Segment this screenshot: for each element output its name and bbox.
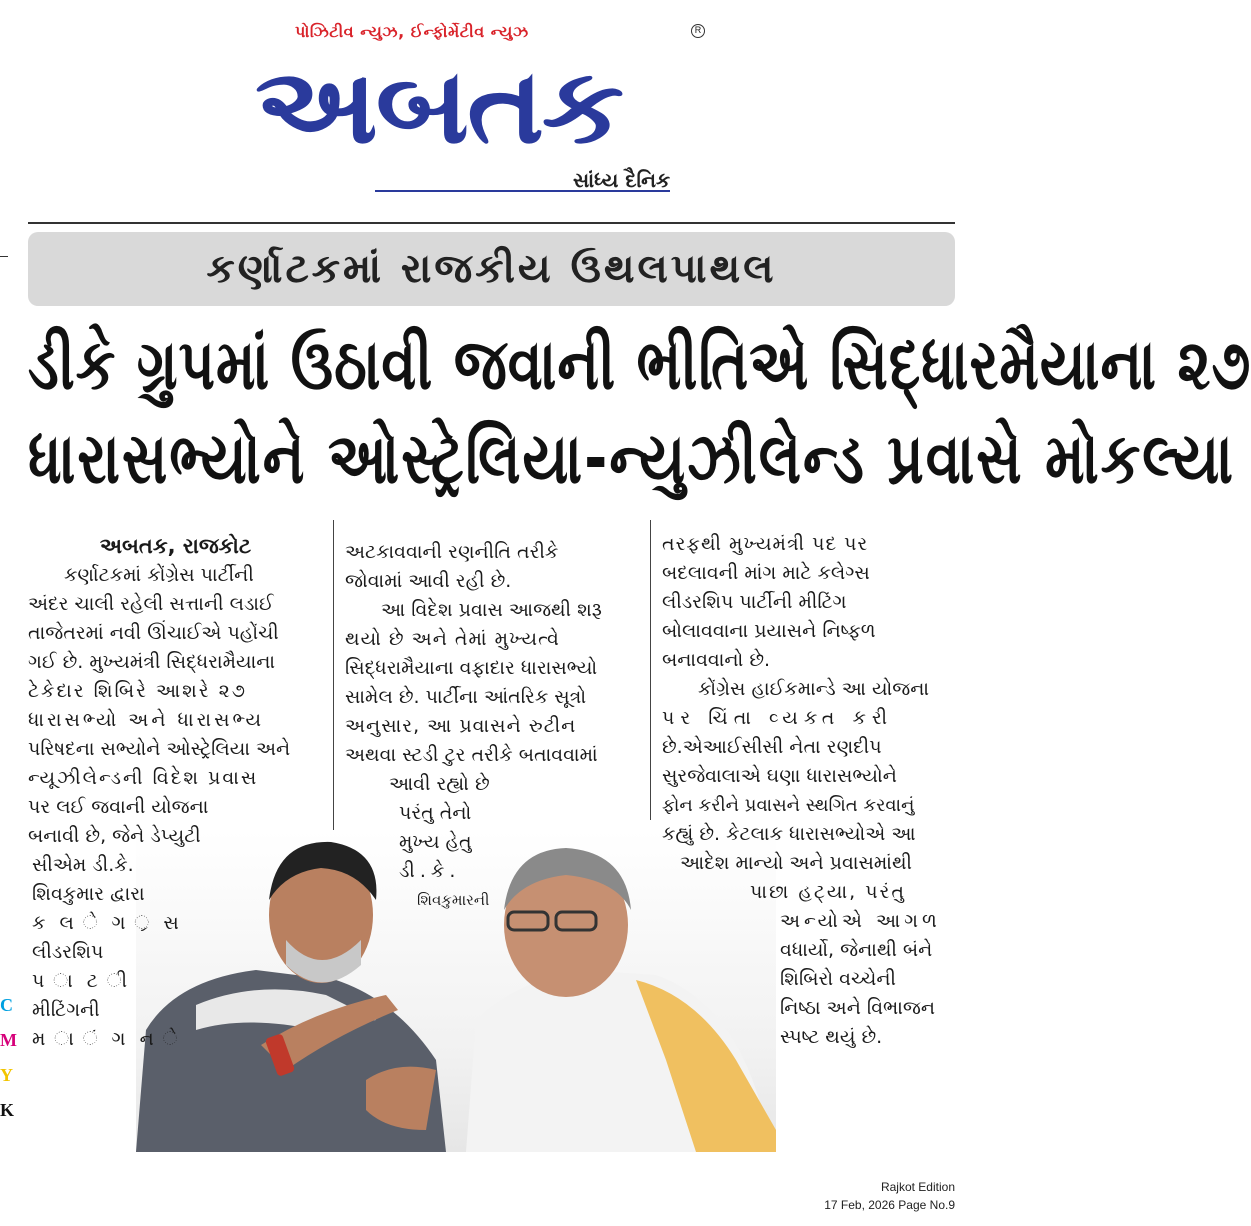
column-line: મીટિંગની: [32, 999, 100, 1021]
column-line: મુખ્ય હેતુ: [399, 831, 472, 853]
column-line: શિવકુમાર દ્વારા: [32, 883, 145, 905]
column-line: અંદર ચાલી રહેલી સત્તાની લડાઈ: [28, 593, 274, 615]
column-line: પર ચિંતા વ્યક્ત કરી: [662, 707, 894, 729]
masthead: [255, 18, 705, 203]
column-line: તાજેતરમાં નવી ઊંચાઈએ પહોંચી: [28, 622, 279, 644]
registration-mark-magenta: M: [0, 1030, 17, 1050]
date-page-label: 17 Feb, 2026 Page No.9: [824, 1198, 955, 1212]
column-line: ધારાસભ્યો અને ધારાસભ્ય: [28, 709, 265, 731]
column-line: લીડરશિપ પાર્ટીની મીટિંગ: [662, 591, 847, 613]
column-line: બોલાવવાના પ્રયાસને નિષ્ફળ: [662, 620, 876, 642]
column-line: સીએમ ડી.કે.: [32, 854, 134, 876]
column-line: ક લ ે ગ ્ર સ: [32, 912, 183, 934]
column-line: નિષ્ઠા અને વિભાજન: [780, 997, 936, 1019]
column-line: પર લઈ જવાની યોજના: [28, 796, 209, 818]
edition-label: Rajkot Edition: [880, 1180, 955, 1194]
column-line: જોવામાં આવી રહી છે.: [345, 570, 512, 592]
column-line: ન્યૂઝીલેન્ડની વિદેશ પ્રવાસ: [28, 767, 259, 789]
column-line: કોંગ્રેસ હાઈકમાન્ડે આ યોજના: [698, 678, 930, 700]
column-divider: [650, 520, 651, 820]
column-line: સામેલ છે. પાર્ટીના આંતરિક સૂત્રો: [345, 686, 587, 708]
column-line: અનુસાર, આ પ્રવાસને રુટીન: [345, 715, 577, 737]
column-line: અન્યોએ આગળ: [780, 910, 941, 932]
registration-mark-black: K: [0, 1100, 15, 1120]
column-line: ડી.કે.: [399, 860, 461, 882]
column-line: શિવકુમારની: [417, 891, 490, 909]
masthead-subtitle: સાંધ્ય દૈનિક: [573, 168, 671, 192]
registered-mark-icon: R: [691, 24, 705, 38]
column-line: તરફથી મુખ્યમંત્રી પદ પર: [662, 533, 869, 555]
column-line: પરંતુ તેનો: [399, 802, 472, 824]
column-line: આવી રહ્યો છે: [389, 773, 490, 795]
column-line: સુરજેવાલાએ ઘણા ધારાસભ્યોને: [662, 765, 897, 787]
column-line: પાછા હટ્યા, પરંતુ: [750, 881, 906, 903]
headline-line-1: ડીકે ગ્રુપમાં ઉઠાવી જવાની ભીતિએ સિદ્ધારમૈયાના ૨૭: [28, 324, 1251, 406]
newspaper-logo: અબતક: [255, 45, 622, 167]
column-line: મ ા ં ગ ન ે: [32, 1028, 182, 1050]
registration-mark-yellow: Y: [0, 1065, 13, 1085]
kicker-banner: [28, 232, 955, 306]
column-line: બદલાવની માંગ માટે કલેગ્સ: [662, 562, 870, 584]
column-line: લીડરશિપ: [32, 941, 104, 963]
dateline: અબતક, રાજકોટ: [99, 534, 252, 558]
article-column-2: [345, 538, 640, 915]
registration-mark-cyan: C: [0, 995, 13, 1015]
column-line: છે.એઆઈસીસી નેતા રણદીપ: [662, 736, 882, 758]
column-line: શિબિરો વચ્ચેની: [780, 968, 896, 990]
column-line: ગઈ છે. મુખ્યમંત્રી સિદ્ધરામૈયાના: [28, 651, 276, 673]
column-line: સિદ્ધરામૈયાના વફાદાર ધારાસભ્યો: [345, 657, 598, 679]
page-footer: [824, 1178, 955, 1214]
column-line: બનાવવાનો છે.: [662, 649, 771, 671]
column-line: આ વિદેશ પ્રવાસ આજથી શરૂ: [381, 599, 602, 621]
column-line: આદેશ માન્યો અને પ્રવાસમાંથી: [680, 852, 912, 874]
column-line: અટકાવવાની રણનીતિ તરીકે: [345, 541, 559, 563]
column-line: ટેકેદાર શિબિરે આશરે ૨૭: [28, 680, 248, 702]
kicker-text: કર્ણાટકમાં રાજકીય ઉથલપાથલ: [206, 246, 777, 292]
crop-mark: [0, 256, 8, 257]
headline-line-2: ધારાસભ્યોને ઓસ્ટ્રેલિયા-ન્યુઝીલેન્ડ પ્રવાસે મોકલ્યા: [28, 418, 1235, 500]
article-column-1: [28, 532, 323, 1054]
column-line: ફોન કરીને પ્રવાસને સ્થગિત કરવાનું: [662, 795, 915, 816]
column-line: વધાર્યો, જેનાથી બંને: [780, 939, 933, 961]
column-line: થયો છે અને તેમાં મુખ્યત્વે: [345, 628, 560, 650]
column-divider: [333, 520, 334, 850]
masthead-tagline: પોઝિટીવ ન્યુઝ, ઈન્ફોર્મેટીવ ન્યુઝ: [295, 22, 529, 41]
column-line: પ ા ટ ી: [32, 970, 132, 992]
column-line: કહ્યું છે. કેટલાક ધારાસભ્યોએ આ: [662, 823, 916, 845]
column-line: બનાવી છે, જેને ડેપ્યુટી: [28, 825, 201, 847]
column-line: સ્પષ્ટ થયું છે.: [780, 1026, 883, 1048]
column-line: પરિષદના સભ્યોને ઓસ્ટ્રેલિયા અને: [28, 738, 291, 760]
article-column-3: [662, 530, 955, 1052]
masthead-divider: [28, 222, 955, 224]
column-line: અથવા સ્ટડી ટુર તરીકે બતાવવામાં: [345, 744, 598, 766]
column-line: કર્ણાટકમાં કોંગ્રેસ પાર્ટીની: [64, 564, 254, 586]
